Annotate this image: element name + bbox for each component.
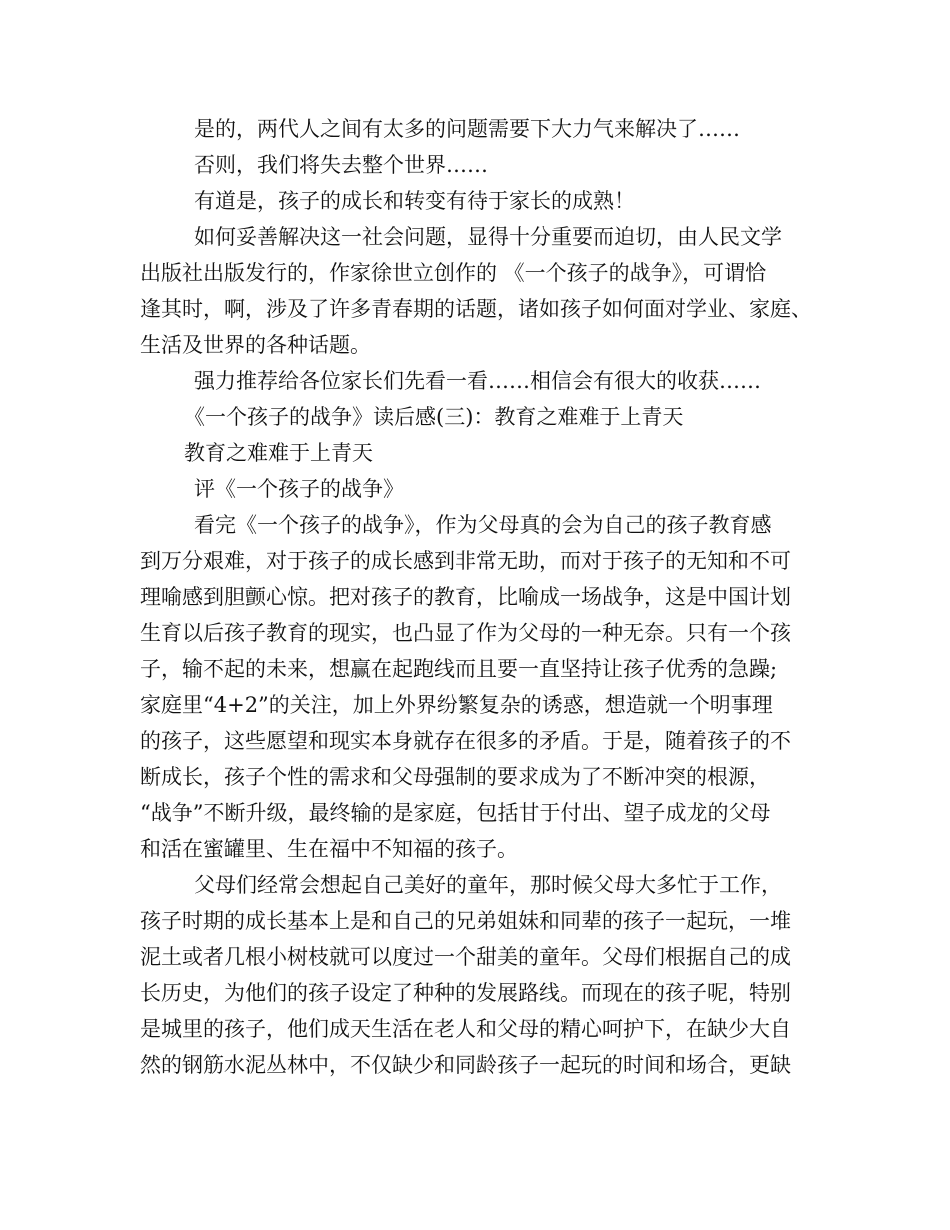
text-line: 父母们经常会想起自己美好的童年，那时候父母大多忙于工作， [194,873,782,897]
text-line: 如何妥善解决这一社会问题，显得十分重要而迫切，由人民文学 [194,225,782,249]
text-line: 泥土或者几根小树枝就可以度过一个甜美的童年。父母们根据自己的成 [140,945,791,969]
text-line: 否则，我们将失去整个世界…… [194,153,488,177]
text-line: 孩子时期的成长基本上是和自己的兄弟姐妹和同辈的孩子一起玩，一堆 [140,909,791,933]
text-line: 出版社出版发行的，作家徐世立创作的 《一个孩子的战争》，可谓恰 [140,261,767,285]
article-subtitle: 评《一个孩子的战争》 [194,477,404,501]
text-line: 家庭里“4+2”的关注，加上外界纷繁复杂的诱惑，想造就一个明事理 [140,693,773,717]
text-line: 是城里的孩子，他们成天生活在老人和父母的精心呵护下，在缺少大自 [140,1017,791,1041]
text-line: 理喻感到胆颤心惊。把对孩子的教育，比喻成一场战争，这是中国计划 [140,585,791,609]
text-line: 和活在蜜罐里、生在福中不知福的孩子。 [140,837,518,861]
text-line: 看完《一个孩子的战争》，作为父母真的会为自己的孩子教育感 [194,513,772,537]
text-line: 断成长，孩子个性的需求和父母强制的要求成为了不断冲突的根源， [140,765,770,789]
text-line: 子，输不起的未来，想赢在起跑线而且要一直坚持让孩子优秀的急躁; [140,657,778,681]
text-line: 逢其时，啊，涉及了许多青春期的话题，诸如孩子如何面对学业、家庭、 [140,297,812,321]
text-line: “战争”不断升级，最终输的是家庭，包括甘于付出、望子成龙的父母 [140,801,771,825]
section-heading: 《一个孩子的战争》读后感(三)：教育之难难于上青天 [184,405,684,429]
text-line: 到万分艰难，对于孩子的成长感到非常无助，而对于孩子的无知和不可 [140,549,791,573]
article-title: 教育之难难于上青天 [184,441,373,465]
text-line: 有道是，孩子的成长和转变有待于家长的成熟！ [194,189,635,213]
text-line: 强力推荐给各位家长们先看一看……相信会有很大的收获…… [194,369,761,393]
text-line: 是的，两代人之间有太多的问题需要下大力气来解决了…… [194,117,740,141]
text-line: 长历史，为他们的孩子设定了种种的发展路线。而现在的孩子呢，特别 [140,981,791,1005]
text-line: 生活及世界的各种话题。 [140,333,371,357]
text-line: 生育以后孩子教育的现实，也凸显了作为父母的一种无奈。只有一个孩 [140,621,791,645]
text-line: 的孩子，这些愿望和现实本身就存在很多的矛盾。于是，随着孩子的不 [140,729,791,753]
text-line: 然的钢筋水泥丛林中，不仅缺少和同龄孩子一起玩的时间和场合，更缺 [140,1053,791,1077]
